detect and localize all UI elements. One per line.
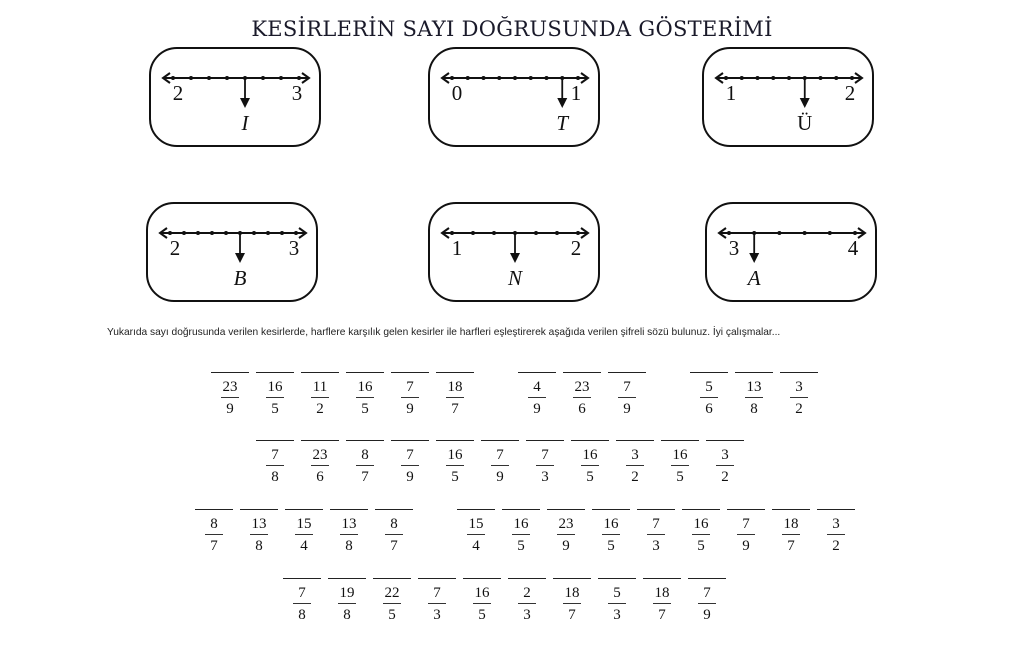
denominator: 6: [316, 469, 324, 485]
denominator: 6: [578, 401, 586, 417]
numerator: 7: [406, 447, 414, 463]
denominator: 2: [631, 469, 639, 485]
fraction-bar: [383, 603, 401, 604]
denominator: 9: [562, 538, 570, 554]
denominator: 9: [226, 401, 234, 417]
answer-blank[interactable]: [436, 440, 474, 441]
numerator: 16: [447, 447, 463, 463]
denominator: 9: [533, 401, 541, 417]
fraction-bar: [518, 603, 536, 604]
answer-blank[interactable]: [436, 372, 474, 373]
word-gap: [419, 509, 456, 554]
fraction-bar: [401, 397, 419, 398]
answer-blank[interactable]: [328, 578, 366, 579]
denominator: 9: [406, 401, 414, 417]
answer-blank[interactable]: [547, 509, 585, 510]
denominator: 5: [478, 607, 486, 623]
start-label: 2: [172, 81, 184, 105]
denominator: 9: [703, 607, 711, 623]
answer-blank[interactable]: [608, 372, 646, 373]
denominator: 4: [472, 538, 480, 554]
number-line-icon: [148, 204, 320, 304]
numerator: 16: [357, 379, 373, 395]
numerator: 16: [603, 516, 619, 532]
cipher-letter-slot[interactable]: [435, 372, 475, 417]
answer-blank[interactable]: [706, 440, 744, 441]
answer-blank[interactable]: [661, 440, 699, 441]
numerator: 3: [631, 447, 639, 463]
cipher-letter-slot[interactable]: [687, 578, 727, 623]
fraction-bar: [573, 397, 591, 398]
answer-blank[interactable]: [563, 372, 601, 373]
cipher-letter-slot[interactable]: [552, 578, 592, 623]
answer-blank[interactable]: [553, 578, 591, 579]
cipher-letter-slot[interactable]: [300, 372, 340, 417]
fraction-bar: [221, 397, 239, 398]
answer-blank[interactable]: [592, 509, 630, 510]
numerator: 7: [703, 585, 711, 601]
cipher-letter-slot[interactable]: [390, 440, 430, 485]
number-line-box-2: [428, 47, 600, 147]
numerator: 5: [613, 585, 621, 601]
fraction-bar: [536, 465, 554, 466]
fraction-bar: [250, 534, 268, 535]
denominator: 3: [613, 607, 621, 623]
fraction-bar: [626, 465, 644, 466]
cipher-letter-slot[interactable]: [779, 372, 819, 417]
fraction-bar: [782, 534, 800, 535]
cipher-letter-slot[interactable]: [374, 509, 414, 554]
fraction-bar: [446, 465, 464, 466]
cipher-row-3: [194, 509, 861, 554]
answer-blank[interactable]: [391, 372, 429, 373]
word-gap: [480, 372, 517, 417]
answer-blank[interactable]: [346, 440, 384, 441]
fraction-bar: [647, 534, 665, 535]
numerator: 3: [832, 516, 840, 532]
denominator: 5: [586, 469, 594, 485]
fraction-bar: [698, 603, 716, 604]
denominator: 9: [623, 401, 631, 417]
numerator: 13: [341, 516, 357, 532]
answer-blank[interactable]: [598, 578, 636, 579]
number-line-icon: [430, 204, 602, 304]
numerator: 18: [564, 585, 580, 601]
answer-blank[interactable]: [526, 440, 564, 441]
denominator: 3: [433, 607, 441, 623]
answer-blank[interactable]: [735, 372, 773, 373]
cipher-letter-slot[interactable]: [816, 509, 856, 554]
end-label: 2: [570, 236, 582, 260]
fraction-bar: [716, 465, 734, 466]
numerator: 8: [390, 516, 398, 532]
number-line-icon: [707, 204, 879, 304]
fraction-bar: [602, 534, 620, 535]
cipher-letter-slot[interactable]: [390, 372, 430, 417]
denominator: 5: [517, 538, 525, 554]
cipher-letter-slot[interactable]: [417, 578, 457, 623]
letter-label: I: [241, 111, 249, 135]
answer-blank[interactable]: [195, 509, 233, 510]
fraction-bar: [618, 397, 636, 398]
denominator: 7: [451, 401, 459, 417]
denominator: 9: [496, 469, 504, 485]
fraction-bar: [563, 603, 581, 604]
numerator: 8: [361, 447, 369, 463]
denominator: 2: [795, 401, 803, 417]
cipher-letter-slot[interactable]: [546, 509, 586, 554]
number-line-box-5: [428, 202, 600, 302]
answer-blank[interactable]: [518, 372, 556, 373]
numerator: 23: [574, 379, 590, 395]
numerator: 4: [533, 379, 541, 395]
denominator: 5: [271, 401, 279, 417]
numerator: 16: [474, 585, 490, 601]
answer-blank[interactable]: [301, 440, 339, 441]
answer-blank[interactable]: [330, 509, 368, 510]
numerator: 3: [795, 379, 803, 395]
answer-blank[interactable]: [375, 509, 413, 510]
answer-blank[interactable]: [637, 509, 675, 510]
cipher-letter-slot[interactable]: [327, 578, 367, 623]
numerator: 13: [251, 516, 267, 532]
fraction-bar: [700, 397, 718, 398]
fraction-bar: [311, 465, 329, 466]
cipher-letter-slot[interactable]: [194, 509, 234, 554]
denominator: 3: [541, 469, 549, 485]
numerator: 11: [312, 379, 328, 395]
denominator: 9: [406, 469, 414, 485]
denominator: 4: [300, 538, 308, 554]
numerator: 7: [298, 585, 306, 601]
denominator: 5: [676, 469, 684, 485]
fraction-bar: [340, 534, 358, 535]
word-gap: [652, 372, 689, 417]
letter-label: Ü: [797, 111, 813, 135]
fraction-bar: [266, 397, 284, 398]
answer-blank[interactable]: [418, 578, 456, 579]
number-line-box-1: [149, 47, 321, 147]
cipher-row-4: [282, 578, 732, 623]
numerator: 16: [582, 447, 598, 463]
end-label: 4: [847, 236, 859, 260]
answer-blank[interactable]: [256, 440, 294, 441]
cipher-letter-slot[interactable]: [705, 440, 745, 485]
cipher-letter-slot[interactable]: [636, 509, 676, 554]
answer-blank[interactable]: [301, 372, 339, 373]
cipher-letter-slot[interactable]: [591, 509, 631, 554]
fraction-bar: [692, 534, 710, 535]
end-label: 3: [288, 236, 300, 260]
number-line-icon: [151, 49, 323, 149]
cipher-letter-slot[interactable]: [210, 372, 250, 417]
answer-blank[interactable]: [283, 578, 321, 579]
answer-blank[interactable]: [616, 440, 654, 441]
cipher-letter-slot[interactable]: [570, 440, 610, 485]
answer-blank[interactable]: [817, 509, 855, 510]
answer-blank[interactable]: [285, 509, 323, 510]
cipher-letter-slot[interactable]: [501, 509, 541, 554]
denominator: 3: [523, 607, 531, 623]
number-line-icon: [704, 49, 876, 149]
cipher-letter-slot[interactable]: [597, 578, 637, 623]
answer-blank[interactable]: [772, 509, 810, 510]
numerator: 16: [267, 379, 283, 395]
cipher-letter-slot[interactable]: [435, 440, 475, 485]
answer-blank[interactable]: [373, 578, 411, 579]
numerator: 18: [654, 585, 670, 601]
fraction-bar: [266, 465, 284, 466]
numerator: 2: [523, 585, 531, 601]
cipher-row-1: [210, 372, 824, 417]
cipher-letter-slot[interactable]: [284, 509, 324, 554]
cipher-letter-slot[interactable]: [681, 509, 721, 554]
fraction-bar: [356, 397, 374, 398]
cipher-letter-slot[interactable]: [642, 578, 682, 623]
numerator: 7: [433, 585, 441, 601]
fraction-bar: [293, 603, 311, 604]
numerator: 23: [558, 516, 574, 532]
cipher-letter-slot[interactable]: [462, 578, 502, 623]
letter-label: N: [507, 266, 523, 290]
numerator: 16: [672, 447, 688, 463]
numerator: 5: [705, 379, 713, 395]
start-label: 2: [169, 236, 181, 260]
denominator: 5: [388, 607, 396, 623]
denominator: 5: [361, 401, 369, 417]
numerator: 7: [406, 379, 414, 395]
answer-blank[interactable]: [688, 578, 726, 579]
fraction-bar: [790, 397, 808, 398]
fraction-bar: [338, 603, 356, 604]
fraction-bar: [557, 534, 575, 535]
denominator: 7: [658, 607, 666, 623]
denominator: 8: [343, 607, 351, 623]
cipher-letter-slot[interactable]: [660, 440, 700, 485]
fraction-bar: [385, 534, 403, 535]
start-label: 3: [728, 236, 740, 260]
denominator: 5: [697, 538, 705, 554]
start-label: 0: [451, 81, 463, 105]
answer-blank[interactable]: [240, 509, 278, 510]
answer-blank[interactable]: [780, 372, 818, 373]
number-line-box-3: [702, 47, 874, 147]
numerator: 15: [296, 516, 312, 532]
answer-blank[interactable]: [690, 372, 728, 373]
denominator: 7: [361, 469, 369, 485]
numerator: 7: [742, 516, 750, 532]
fraction-bar: [295, 534, 313, 535]
denominator: 8: [255, 538, 263, 554]
numerator: 7: [496, 447, 504, 463]
fraction-bar: [446, 397, 464, 398]
fraction-bar: [653, 603, 671, 604]
cipher-letter-slot[interactable]: [689, 372, 729, 417]
numerator: 7: [271, 447, 279, 463]
numerator: 19: [339, 585, 355, 601]
denominator: 6: [705, 401, 713, 417]
fraction-bar: [827, 534, 845, 535]
fraction-bar: [528, 397, 546, 398]
letter-label: B: [233, 266, 247, 290]
cipher-letter-slot[interactable]: [282, 578, 322, 623]
numerator: 3: [721, 447, 729, 463]
cipher-letter-slot[interactable]: [726, 509, 766, 554]
answer-blank[interactable]: [346, 372, 384, 373]
cipher-letter-slot[interactable]: [300, 440, 340, 485]
numerator: 15: [468, 516, 484, 532]
fraction-bar: [356, 465, 374, 466]
denominator: 5: [451, 469, 459, 485]
numerator: 16: [513, 516, 529, 532]
cipher-letter-slot[interactable]: [771, 509, 811, 554]
numerator: 18: [783, 516, 799, 532]
fraction-bar: [512, 534, 530, 535]
end-label: 2: [844, 81, 856, 105]
end-label: 1: [570, 81, 582, 105]
cipher-letter-slot[interactable]: [329, 509, 369, 554]
denominator: 2: [832, 538, 840, 554]
fraction-bar: [311, 397, 329, 398]
fraction-bar: [737, 534, 755, 535]
cipher-letter-slot[interactable]: [345, 440, 385, 485]
fraction-bar: [608, 603, 626, 604]
start-label: 1: [451, 236, 463, 260]
numerator: 7: [623, 379, 631, 395]
instruction-text: Yukarıda sayı doğrusunda verilen kesirlerde, harflere karşılık gelen kesirler ile harfleri eşleştirerek aşağıda verilen şifreli sözü bulunuz. İyi çalışmalar...: [107, 327, 781, 338]
answer-blank[interactable]: [391, 440, 429, 441]
numerator: 8: [210, 516, 218, 532]
cipher-letter-slot[interactable]: [456, 509, 496, 554]
fraction-bar: [428, 603, 446, 604]
answer-blank[interactable]: [571, 440, 609, 441]
number-line-box-4: [146, 202, 318, 302]
answer-blank[interactable]: [457, 509, 495, 510]
number-line-icon: [430, 49, 602, 149]
answer-blank[interactable]: [502, 509, 540, 510]
denominator: 8: [750, 401, 758, 417]
cipher-letter-slot[interactable]: [255, 440, 295, 485]
denominator: 7: [787, 538, 795, 554]
answer-blank[interactable]: [682, 509, 720, 510]
cipher-letter-slot[interactable]: [255, 372, 295, 417]
end-label: 3: [291, 81, 303, 105]
denominator: 2: [721, 469, 729, 485]
numerator: 18: [447, 379, 463, 395]
cipher-letter-slot[interactable]: [507, 578, 547, 623]
fraction-bar: [401, 465, 419, 466]
fraction-bar: [491, 465, 509, 466]
fraction-bar: [205, 534, 223, 535]
cipher-letter-slot[interactable]: [607, 372, 647, 417]
numerator: 23: [222, 379, 238, 395]
letter-label: T: [556, 111, 569, 135]
cipher-letter-slot[interactable]: [345, 372, 385, 417]
numerator: 13: [746, 379, 762, 395]
answer-blank[interactable]: [508, 578, 546, 579]
denominator: 8: [271, 469, 279, 485]
answer-blank[interactable]: [643, 578, 681, 579]
cipher-row-2: [255, 440, 750, 485]
fraction-bar: [473, 603, 491, 604]
cipher-letter-slot[interactable]: [239, 509, 279, 554]
denominator: 7: [390, 538, 398, 554]
fraction-bar: [581, 465, 599, 466]
answer-blank[interactable]: [727, 509, 765, 510]
numerator: 22: [384, 585, 400, 601]
number-line-box-6: [705, 202, 877, 302]
fraction-bar: [745, 397, 763, 398]
numerator: 7: [541, 447, 549, 463]
letter-label: A: [747, 266, 761, 290]
answer-blank[interactable]: [256, 372, 294, 373]
answer-blank[interactable]: [463, 578, 501, 579]
fraction-bar: [671, 465, 689, 466]
worksheet-title: KESİRLERİN SAYI DOĞRUSUNDA GÖSTERİMİ: [251, 17, 773, 41]
start-label: 1: [725, 81, 737, 105]
cipher-letter-slot[interactable]: [517, 372, 557, 417]
denominator: 7: [568, 607, 576, 623]
cipher-letter-slot[interactable]: [562, 372, 602, 417]
denominator: 8: [345, 538, 353, 554]
cipher-letter-slot[interactable]: [480, 440, 520, 485]
cipher-letter-slot[interactable]: [734, 372, 774, 417]
denominator: 2: [316, 401, 324, 417]
answer-blank[interactable]: [481, 440, 519, 441]
denominator: 9: [742, 538, 750, 554]
answer-blank[interactable]: [211, 372, 249, 373]
denominator: 3: [652, 538, 660, 554]
cipher-letter-slot[interactable]: [525, 440, 565, 485]
cipher-letter-slot[interactable]: [372, 578, 412, 623]
fraction-bar: [467, 534, 485, 535]
denominator: 8: [298, 607, 306, 623]
denominator: 7: [210, 538, 218, 554]
numerator: 7: [652, 516, 660, 532]
denominator: 5: [607, 538, 615, 554]
cipher-letter-slot[interactable]: [615, 440, 655, 485]
numerator: 16: [693, 516, 709, 532]
numerator: 23: [312, 447, 328, 463]
